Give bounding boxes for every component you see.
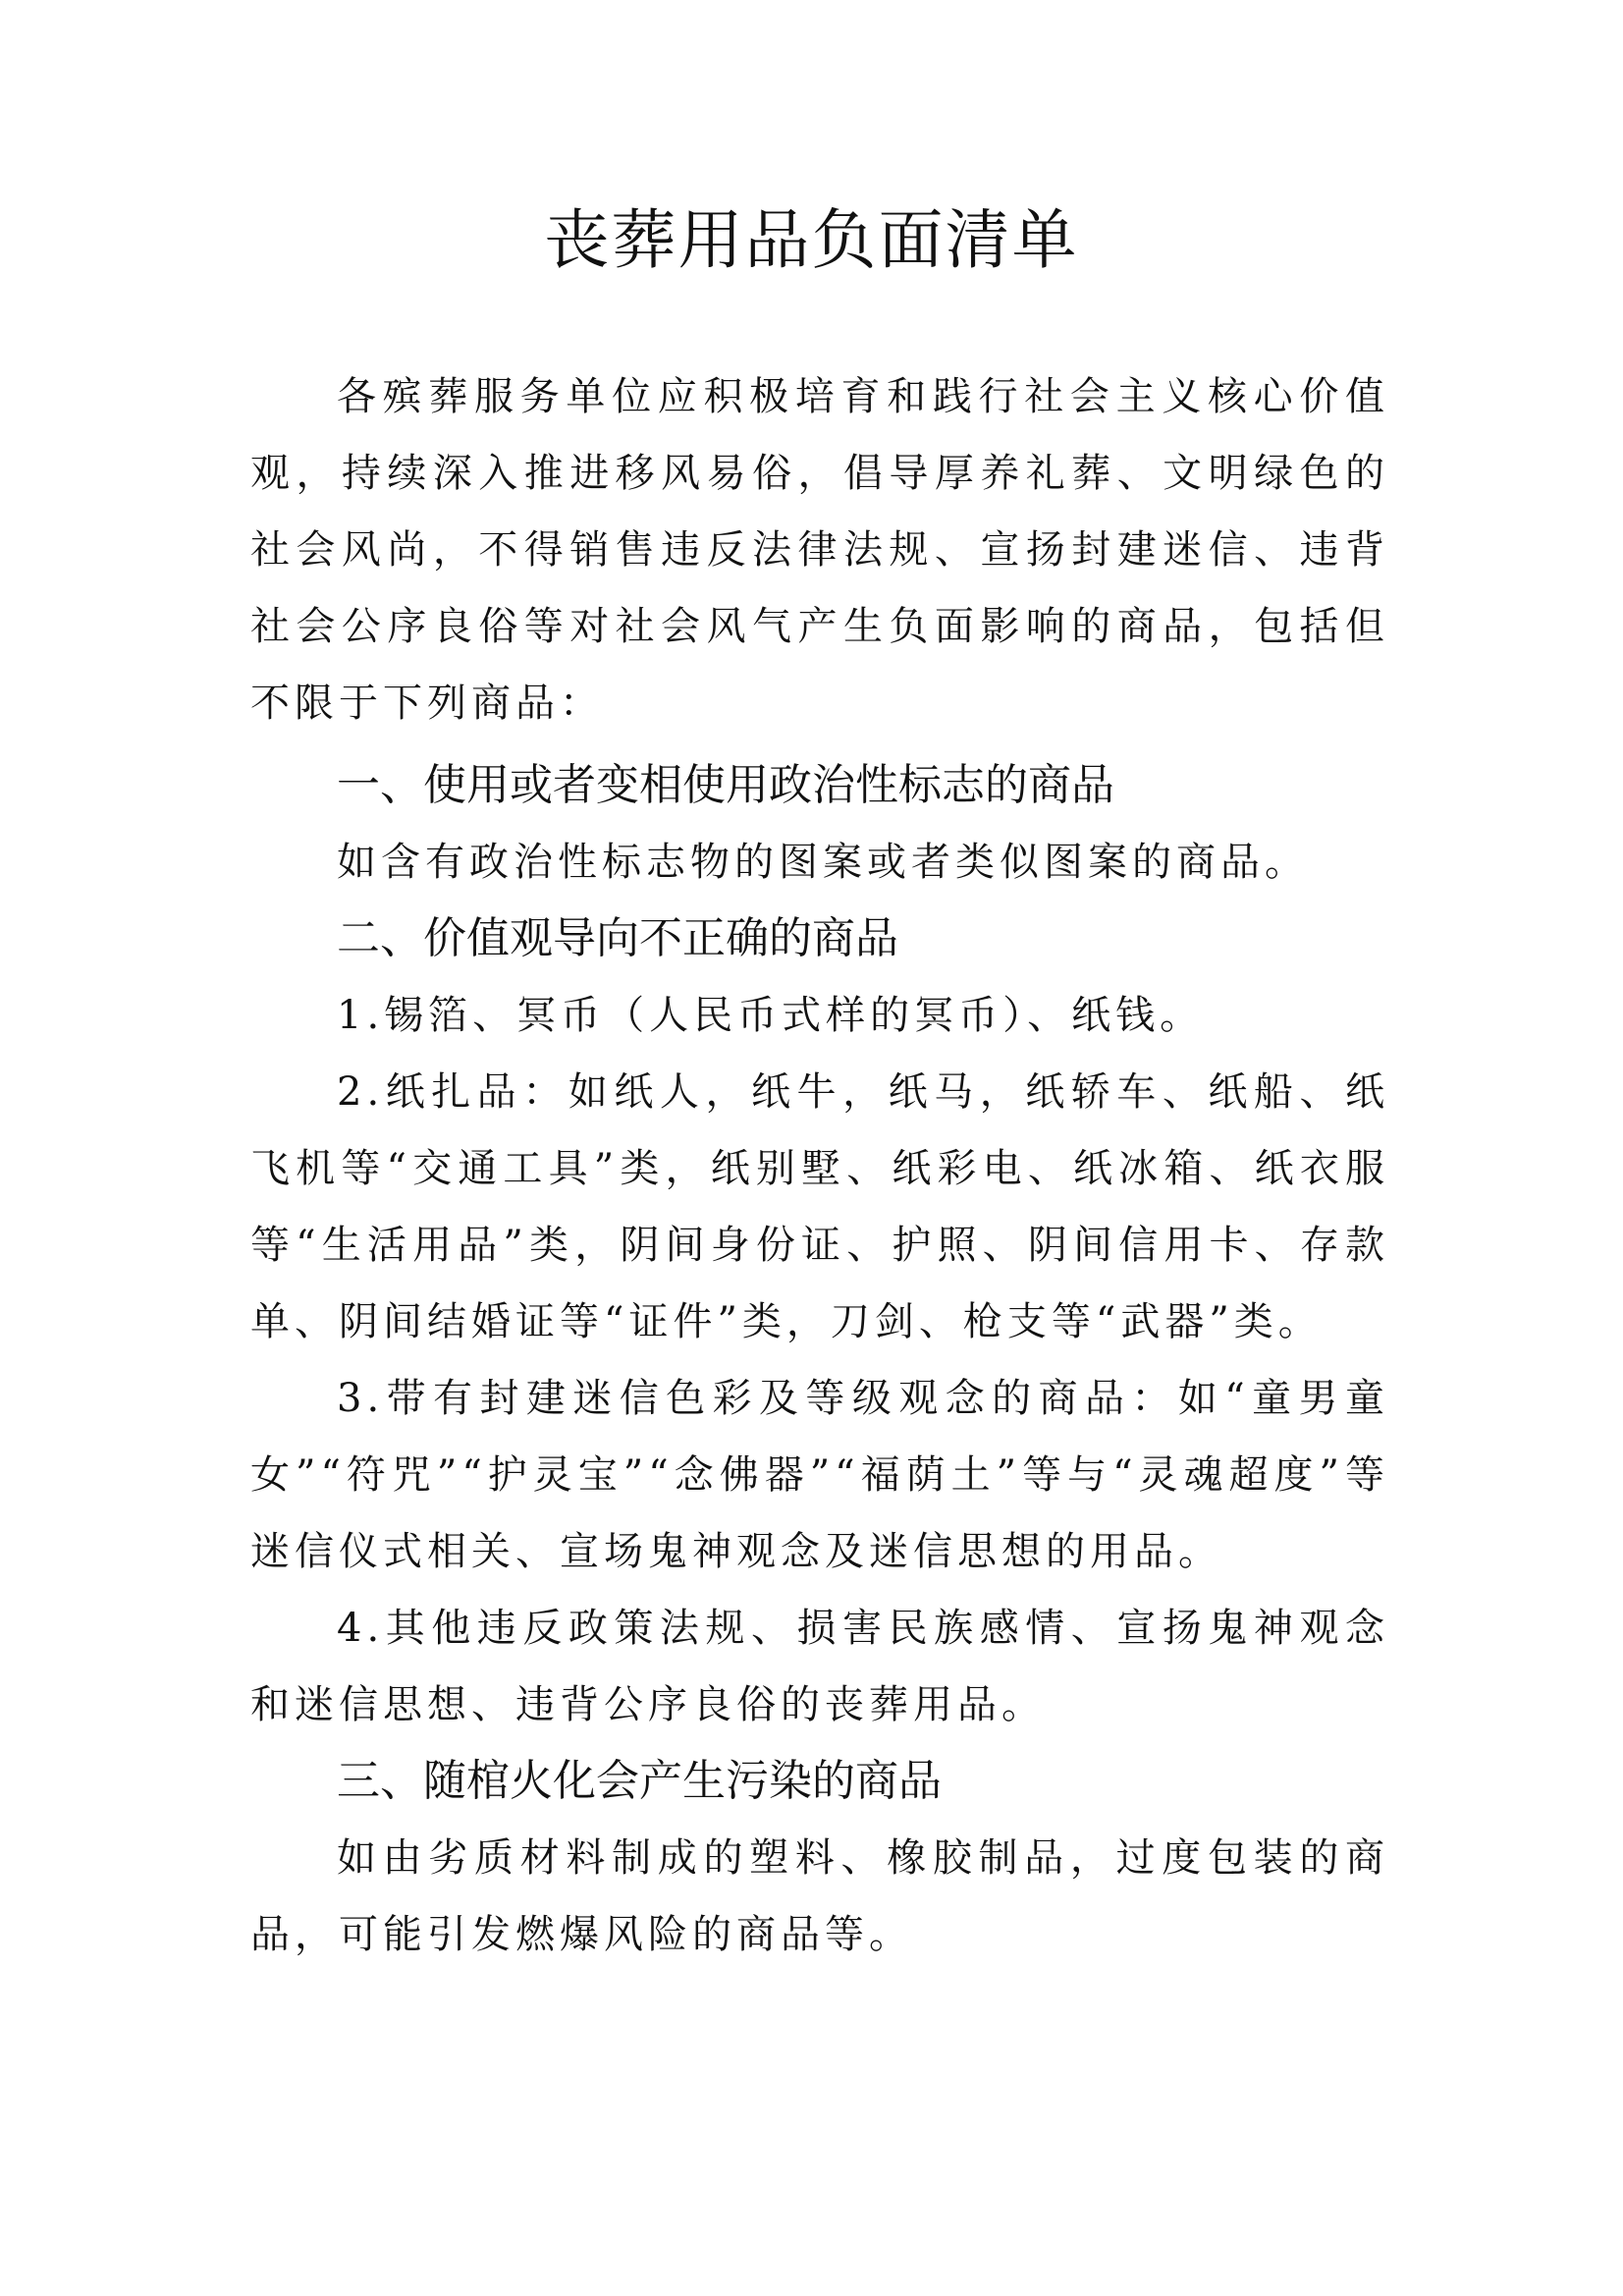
section-2-paragraph-4: 4.其他违反政策法规、损害民族感情、宣扬鬼神观念和迷信思想、违背公序良俗的丧葬用品。 (250, 1606, 1389, 1727)
section-3-paragraph-1: 如由劣质材料制成的塑料、橡胶制品，过度包装的商品，可能引发燃爆风险的商品等。 (250, 1835, 1389, 1957)
section-3-heading: 三、随棺火化会产生污染的商品 (337, 1756, 942, 1806)
section-2-paragraph-3: 3.带有封建迷信色彩及等级观念的商品：如“童男童女”“符咒”“护灵宝”“念佛器”“福荫土”等与“灵魂超度”等迷信仪式相关、宣场鬼神观念及迷信思想的用品。 (250, 1376, 1389, 1574)
document-title: 丧葬用品负面清单 (544, 202, 1079, 278)
section-2-paragraph-1: 1.锡箔、冥币（人民币式样的冥币）、纸钱。 (337, 993, 1205, 1038)
section-1-paragraph-1: 如含有政治性标志物的图案或者类似图案的商品。 (337, 840, 1309, 885)
document-body (250, 358, 1389, 1973)
intro-paragraph: 各殡葬服务单位应积极培育和践行社会主义核心价值观，持续深入推进移风易俗，倡导厚养礼葬、文明绿色的社会风尚，不得销售违反法律法规、宣扬封建迷信、违背社会公序良俗等对社会风气产生负面影响的商品，包括但不限于下列商品： (250, 374, 1389, 726)
section-1-heading: 一、使用或者变相使用政治性标志的商品 (337, 760, 1114, 810)
section-2-heading: 二、价值观导向不正确的商品 (337, 913, 898, 963)
section-2-paragraph-2: 2.纸扎品：如纸人，纸牛，纸马，纸轿车、纸船、纸飞机等“交通工具”类，纸别墅、纸彩电、纸冰箱、纸衣服等“生活用品”类，阴间身份证、护照、阴间信用卡、存款单、阴间结婚证等“证件”类，刀剑、枪支等“武器”类。 (250, 1069, 1389, 1344)
